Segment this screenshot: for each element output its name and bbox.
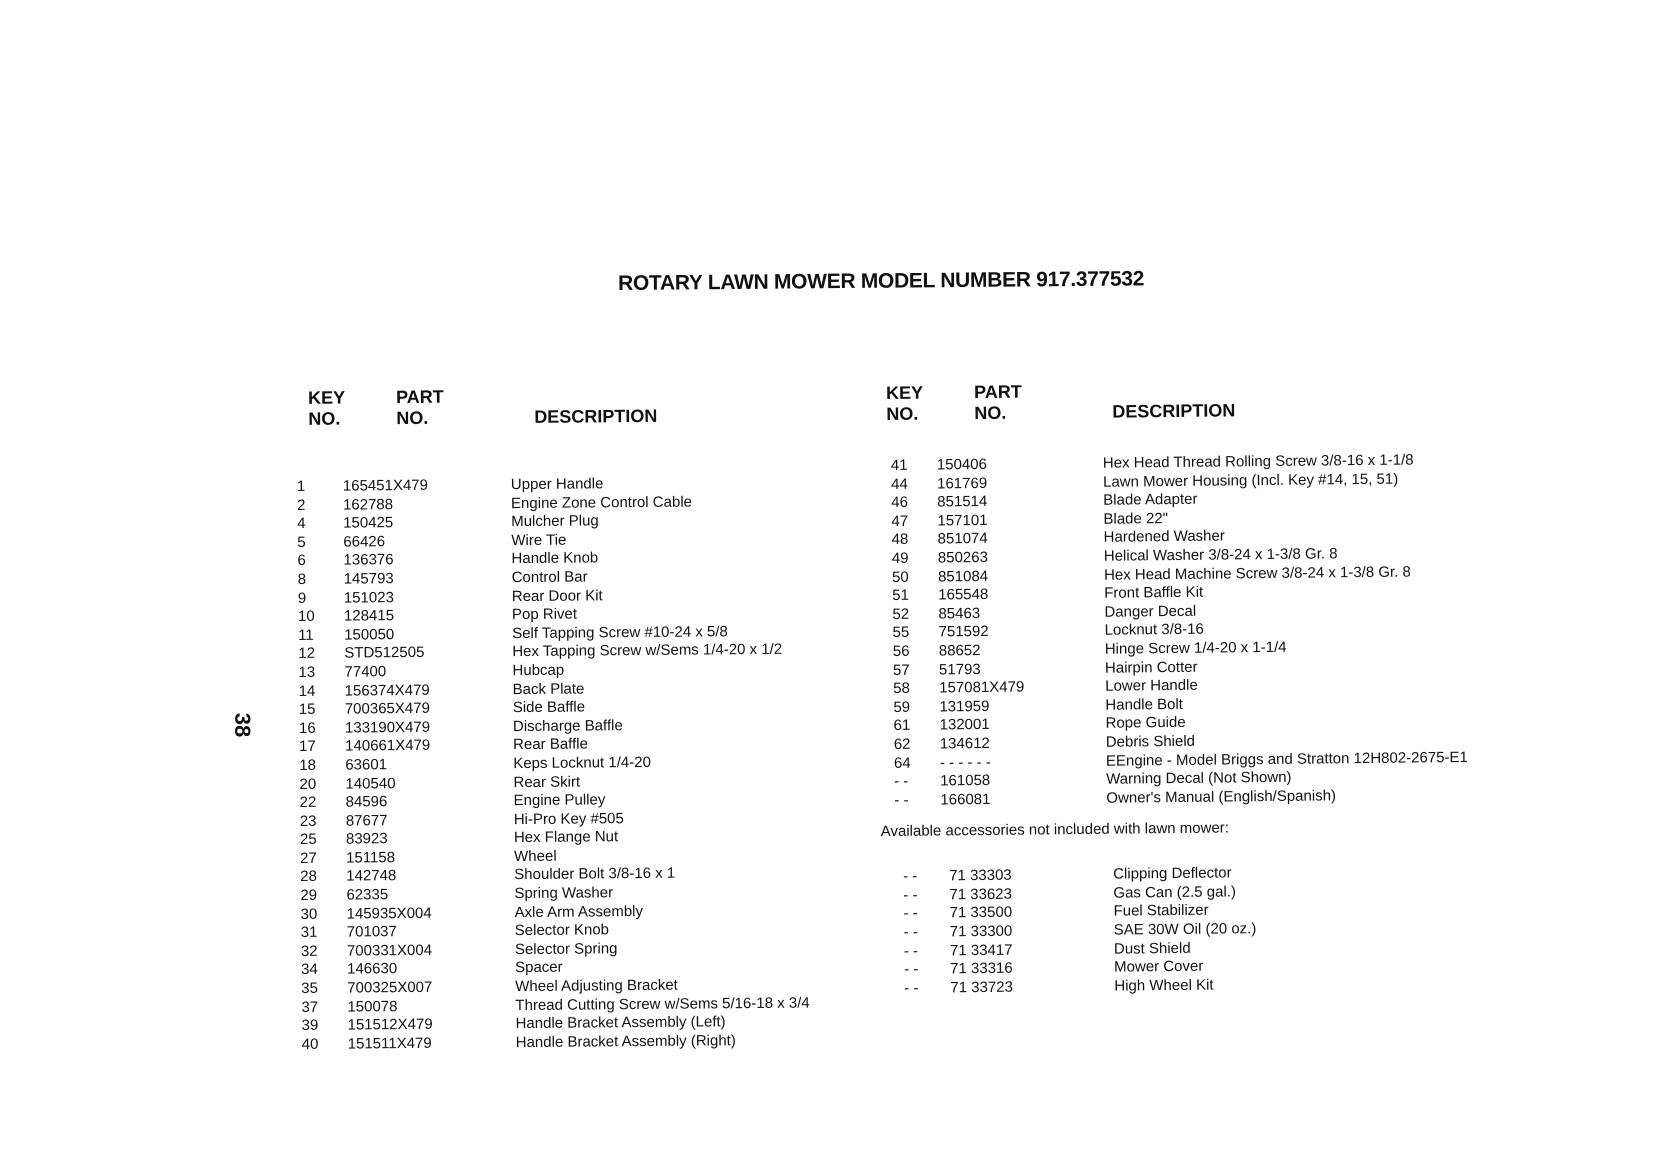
description: Fuel Stabilizer [1113, 902, 1209, 921]
description: Handle Bracket Assembly (Right) [515, 1031, 736, 1051]
key-no: 12 [298, 645, 316, 663]
key-no-header: KEY NO. [886, 382, 924, 424]
part-no: 84596 [345, 793, 388, 811]
description: Rear Baffle [513, 735, 588, 754]
key-no: 18 [299, 756, 317, 774]
key-no: 10 [297, 608, 315, 626]
part-no: 166081 [940, 790, 991, 809]
key-no: - - [894, 772, 909, 791]
description: Rear Skirt [513, 773, 581, 791]
description: Wheel [514, 847, 557, 865]
description: Blade 22" [1103, 509, 1169, 528]
part-no: 150406 [936, 455, 988, 474]
part-no: 128415 [343, 607, 395, 625]
description: Selector Knob [514, 921, 610, 940]
description: Upper Handle [510, 475, 604, 494]
page-title: ROTARY LAWN MOWER MODEL NUMBER 917.377532 [618, 267, 1145, 295]
part-no: 71 33300 [949, 922, 1013, 941]
part-no: 71 33417 [949, 941, 1013, 960]
description: Debris Shield [1105, 732, 1196, 751]
description: Helical Washer 3/8-24 x 1-3/8 Gr. 8 [1103, 545, 1338, 565]
description: Engine Zone Control Cable [510, 493, 693, 512]
description: Hi-Pro Key #505 [513, 809, 624, 828]
key-no: - - [904, 979, 919, 997]
description: Spacer [514, 959, 563, 977]
key-no: 4 [297, 515, 306, 533]
key-no: - - [903, 905, 918, 923]
description: Thread Cutting Screw w/Sems 5/16-18 x 3/4 [515, 994, 810, 1014]
key-no: 17 [299, 738, 316, 756]
key-no: - - [903, 923, 919, 941]
key-no: 58 [893, 679, 910, 698]
description: Rope Guide [1105, 714, 1186, 733]
accessories-note: Available accessories not included with lawn mower: [880, 819, 1230, 841]
key-no: 47 [891, 512, 909, 530]
key-no: 34 [301, 961, 318, 979]
description: Axle Arm Assembly [514, 902, 644, 921]
description: Hex Head Machine Screw 3/8-24 x 1-3/8 Gr. 8 [1103, 563, 1411, 584]
part-no: 71 33723 [950, 978, 1013, 997]
description: Rear Door Kit [511, 586, 603, 605]
part-no: 701037 [346, 923, 397, 941]
part-no: 700325X007 [347, 978, 433, 997]
description: Side Baffle [512, 698, 586, 717]
description: Wheel Adjusting Bracket [515, 976, 678, 996]
description: Danger Decal [1104, 602, 1197, 621]
description: High Wheel Kit [1114, 976, 1214, 995]
description: Hinge Screw 1/4-20 x 1-1/4 [1104, 638, 1287, 658]
description: Mower Cover [1114, 957, 1204, 976]
part-no-header: PART NO. [973, 381, 1022, 424]
description: Control Bar [511, 568, 588, 587]
key-no: 31 [300, 924, 318, 942]
key-no: 8 [297, 570, 307, 588]
key-no: 49 [891, 549, 909, 567]
part-no: STD512505 [344, 644, 425, 662]
parts-list-left [296, 386, 810, 1054]
part-no: 751592 [938, 623, 989, 641]
key-no: 40 [301, 1035, 319, 1053]
part-no: 165548 [938, 586, 989, 604]
part-no: 71 33623 [949, 885, 1013, 904]
description: Selector Spring [514, 940, 618, 958]
description: Shoulder Bolt 3/8-16 x 1 [514, 865, 676, 884]
part-no: 140540 [345, 774, 396, 793]
part-no: 700331X004 [346, 941, 433, 960]
key-no: 23 [299, 812, 317, 830]
description-header: DESCRIPTION [1112, 400, 1236, 422]
key-no: 61 [893, 717, 911, 735]
part-no: 145793 [343, 570, 394, 588]
part-no: 83923 [345, 830, 388, 848]
key-no: 39 [301, 1017, 319, 1035]
key-no: 48 [891, 531, 909, 549]
part-no: 150078 [347, 997, 398, 1016]
description: Front Baffle Kit [1104, 583, 1204, 602]
description: Handle Knob [511, 549, 599, 568]
part-no: 850263 [937, 548, 988, 567]
description: Back Plate [512, 680, 585, 698]
part-no: 62335 [346, 886, 389, 904]
key-no: 50 [891, 568, 909, 586]
description: Pop Rivet [511, 605, 578, 624]
part-no: 145935X004 [346, 904, 432, 923]
part-no: 162788 [342, 495, 394, 514]
key-no: 51 [892, 586, 910, 605]
description: Lower Handle [1105, 676, 1198, 695]
part-no: 142748 [346, 867, 397, 886]
parts-list-right [880, 379, 1468, 998]
key-no: 14 [298, 682, 316, 700]
description: Hardened Washer [1103, 527, 1225, 547]
description: Discharge Baffle [512, 716, 623, 735]
key-no: 44 [890, 475, 908, 493]
key-no: 55 [892, 624, 910, 642]
description: Clipping Deflector [1113, 864, 1232, 883]
key-no: 46 [891, 493, 909, 512]
parts-rows [887, 451, 1468, 810]
key-no: 22 [299, 793, 317, 812]
part-no: 146630 [347, 960, 398, 979]
key-no: - - [904, 960, 919, 979]
part-no: 161769 [936, 474, 988, 493]
part-no: 131959 [939, 697, 990, 716]
key-no: 35 [301, 979, 319, 998]
part-no: 700365X479 [344, 699, 430, 718]
part-no-header: PART NO. [395, 386, 444, 429]
description: Locknut 3/8-16 [1104, 621, 1204, 640]
part-no: 71 33316 [950, 959, 1013, 978]
description: EEngine - Model Briggs and Stratton 12H802-2675-E1 [1105, 748, 1468, 770]
part-no: 132001 [939, 716, 990, 734]
key-no: - - [903, 942, 919, 960]
parts-row [890, 786, 1337, 810]
key-no: 1 [296, 477, 306, 495]
key-no: 56 [892, 642, 910, 660]
key-no: - - [894, 791, 909, 809]
key-no: 32 [300, 942, 318, 960]
key-no: 6 [297, 552, 306, 570]
part-no: 134612 [939, 734, 990, 753]
key-no: 16 [298, 719, 316, 737]
part-no: 85463 [938, 604, 981, 623]
part-no: 88652 [938, 641, 981, 660]
part-no: 51793 [938, 660, 981, 678]
key-no: 9 [297, 589, 307, 607]
part-no: 71 33500 [949, 904, 1013, 922]
part-no: 165451X479 [342, 476, 429, 495]
part-no: 77400 [344, 663, 387, 681]
part-no: 151511X479 [347, 1034, 432, 1053]
part-no: 157081X479 [939, 678, 1025, 697]
part-no: 151158 [346, 849, 396, 867]
part-no: 150050 [344, 625, 395, 644]
description: Hubcap [512, 661, 565, 680]
key-no: 57 [892, 661, 910, 679]
description: Dust Shield [1113, 939, 1191, 958]
description: Blade Adapter [1103, 490, 1198, 509]
part-no: 851084 [937, 567, 989, 586]
part-no: 63601 [345, 756, 388, 774]
description: Self Tapping Screw #10-24 x 5/8 [512, 622, 728, 642]
part-no: 150425 [343, 514, 394, 532]
key-no: 37 [301, 998, 319, 1016]
part-no: 87677 [345, 811, 388, 830]
column-headers [886, 379, 1236, 431]
key-no: 2 [296, 496, 306, 514]
part-no: 66426 [343, 533, 386, 551]
description: Warning Decal (Not Shown) [1106, 768, 1292, 788]
description: Spring Washer [514, 884, 614, 903]
part-no: 151023 [343, 588, 394, 607]
part-no: 151512X479 [347, 1016, 433, 1034]
key-no: - - [903, 886, 918, 904]
key-no: 11 [298, 626, 314, 644]
part-no: 161058 [940, 772, 991, 790]
parts-rows [296, 475, 810, 1054]
key-no: - - [903, 867, 918, 886]
description: Owner's Manual (English/Spanish) [1106, 786, 1337, 807]
key-no: 29 [300, 886, 318, 905]
accessory-row [892, 976, 1230, 998]
description: Mulcher Plug [511, 512, 599, 531]
key-no: 52 [892, 605, 910, 623]
key-no: 5 [297, 533, 306, 551]
key-no-header: KEY NO. [307, 387, 346, 429]
description: Hex Head Thread Rolling Screw 3/8-16 x 1-1/8 [1102, 451, 1414, 472]
part-no: 140661X479 [345, 737, 431, 755]
description: Handle Bolt [1105, 695, 1184, 714]
key-no: 30 [300, 905, 318, 923]
description: Keps Locknut 1/4-20 [513, 753, 651, 773]
description: Hairpin Cotter [1104, 658, 1198, 677]
key-no: 25 [299, 831, 317, 849]
key-no: 15 [298, 700, 316, 719]
description-header: DESCRIPTION [534, 405, 658, 427]
accessories-rows [891, 864, 1257, 999]
key-no: 41 [890, 456, 908, 474]
key-no: 13 [298, 663, 316, 681]
description: Engine Pulley [513, 791, 606, 810]
part-no: 851514 [937, 493, 988, 511]
key-no: 28 [300, 868, 318, 886]
description: Hex Flange Nut [513, 828, 619, 847]
part-no: 133190X479 [344, 718, 431, 737]
key-no: 62 [893, 735, 911, 753]
description: Gas Can (2.5 gal.) [1113, 883, 1236, 902]
key-no: 64 [893, 754, 911, 772]
part-no: - - - - - - [939, 753, 991, 771]
description: Handle Bracket Assembly (Left) [515, 1013, 726, 1033]
part-no: 136376 [343, 551, 394, 569]
page-number: 38 [230, 712, 256, 738]
description: Hex Tapping Screw w/Sems 1/4-20 x 1/2 [512, 641, 783, 661]
part-no: 71 33303 [949, 866, 1012, 885]
description: Lawn Mower Housing (Incl. Key #14, 15, 51) [1102, 470, 1399, 491]
key-no: 20 [299, 775, 317, 793]
part-no: 157101 [937, 511, 988, 530]
key-no: 27 [300, 849, 317, 867]
part-no: 156374X479 [344, 681, 430, 700]
part-no: 851074 [937, 530, 988, 548]
key-no: 59 [893, 698, 911, 716]
description: SAE 30W Oil (20 oz.) [1113, 920, 1257, 939]
description: Wire Tie [511, 531, 567, 549]
